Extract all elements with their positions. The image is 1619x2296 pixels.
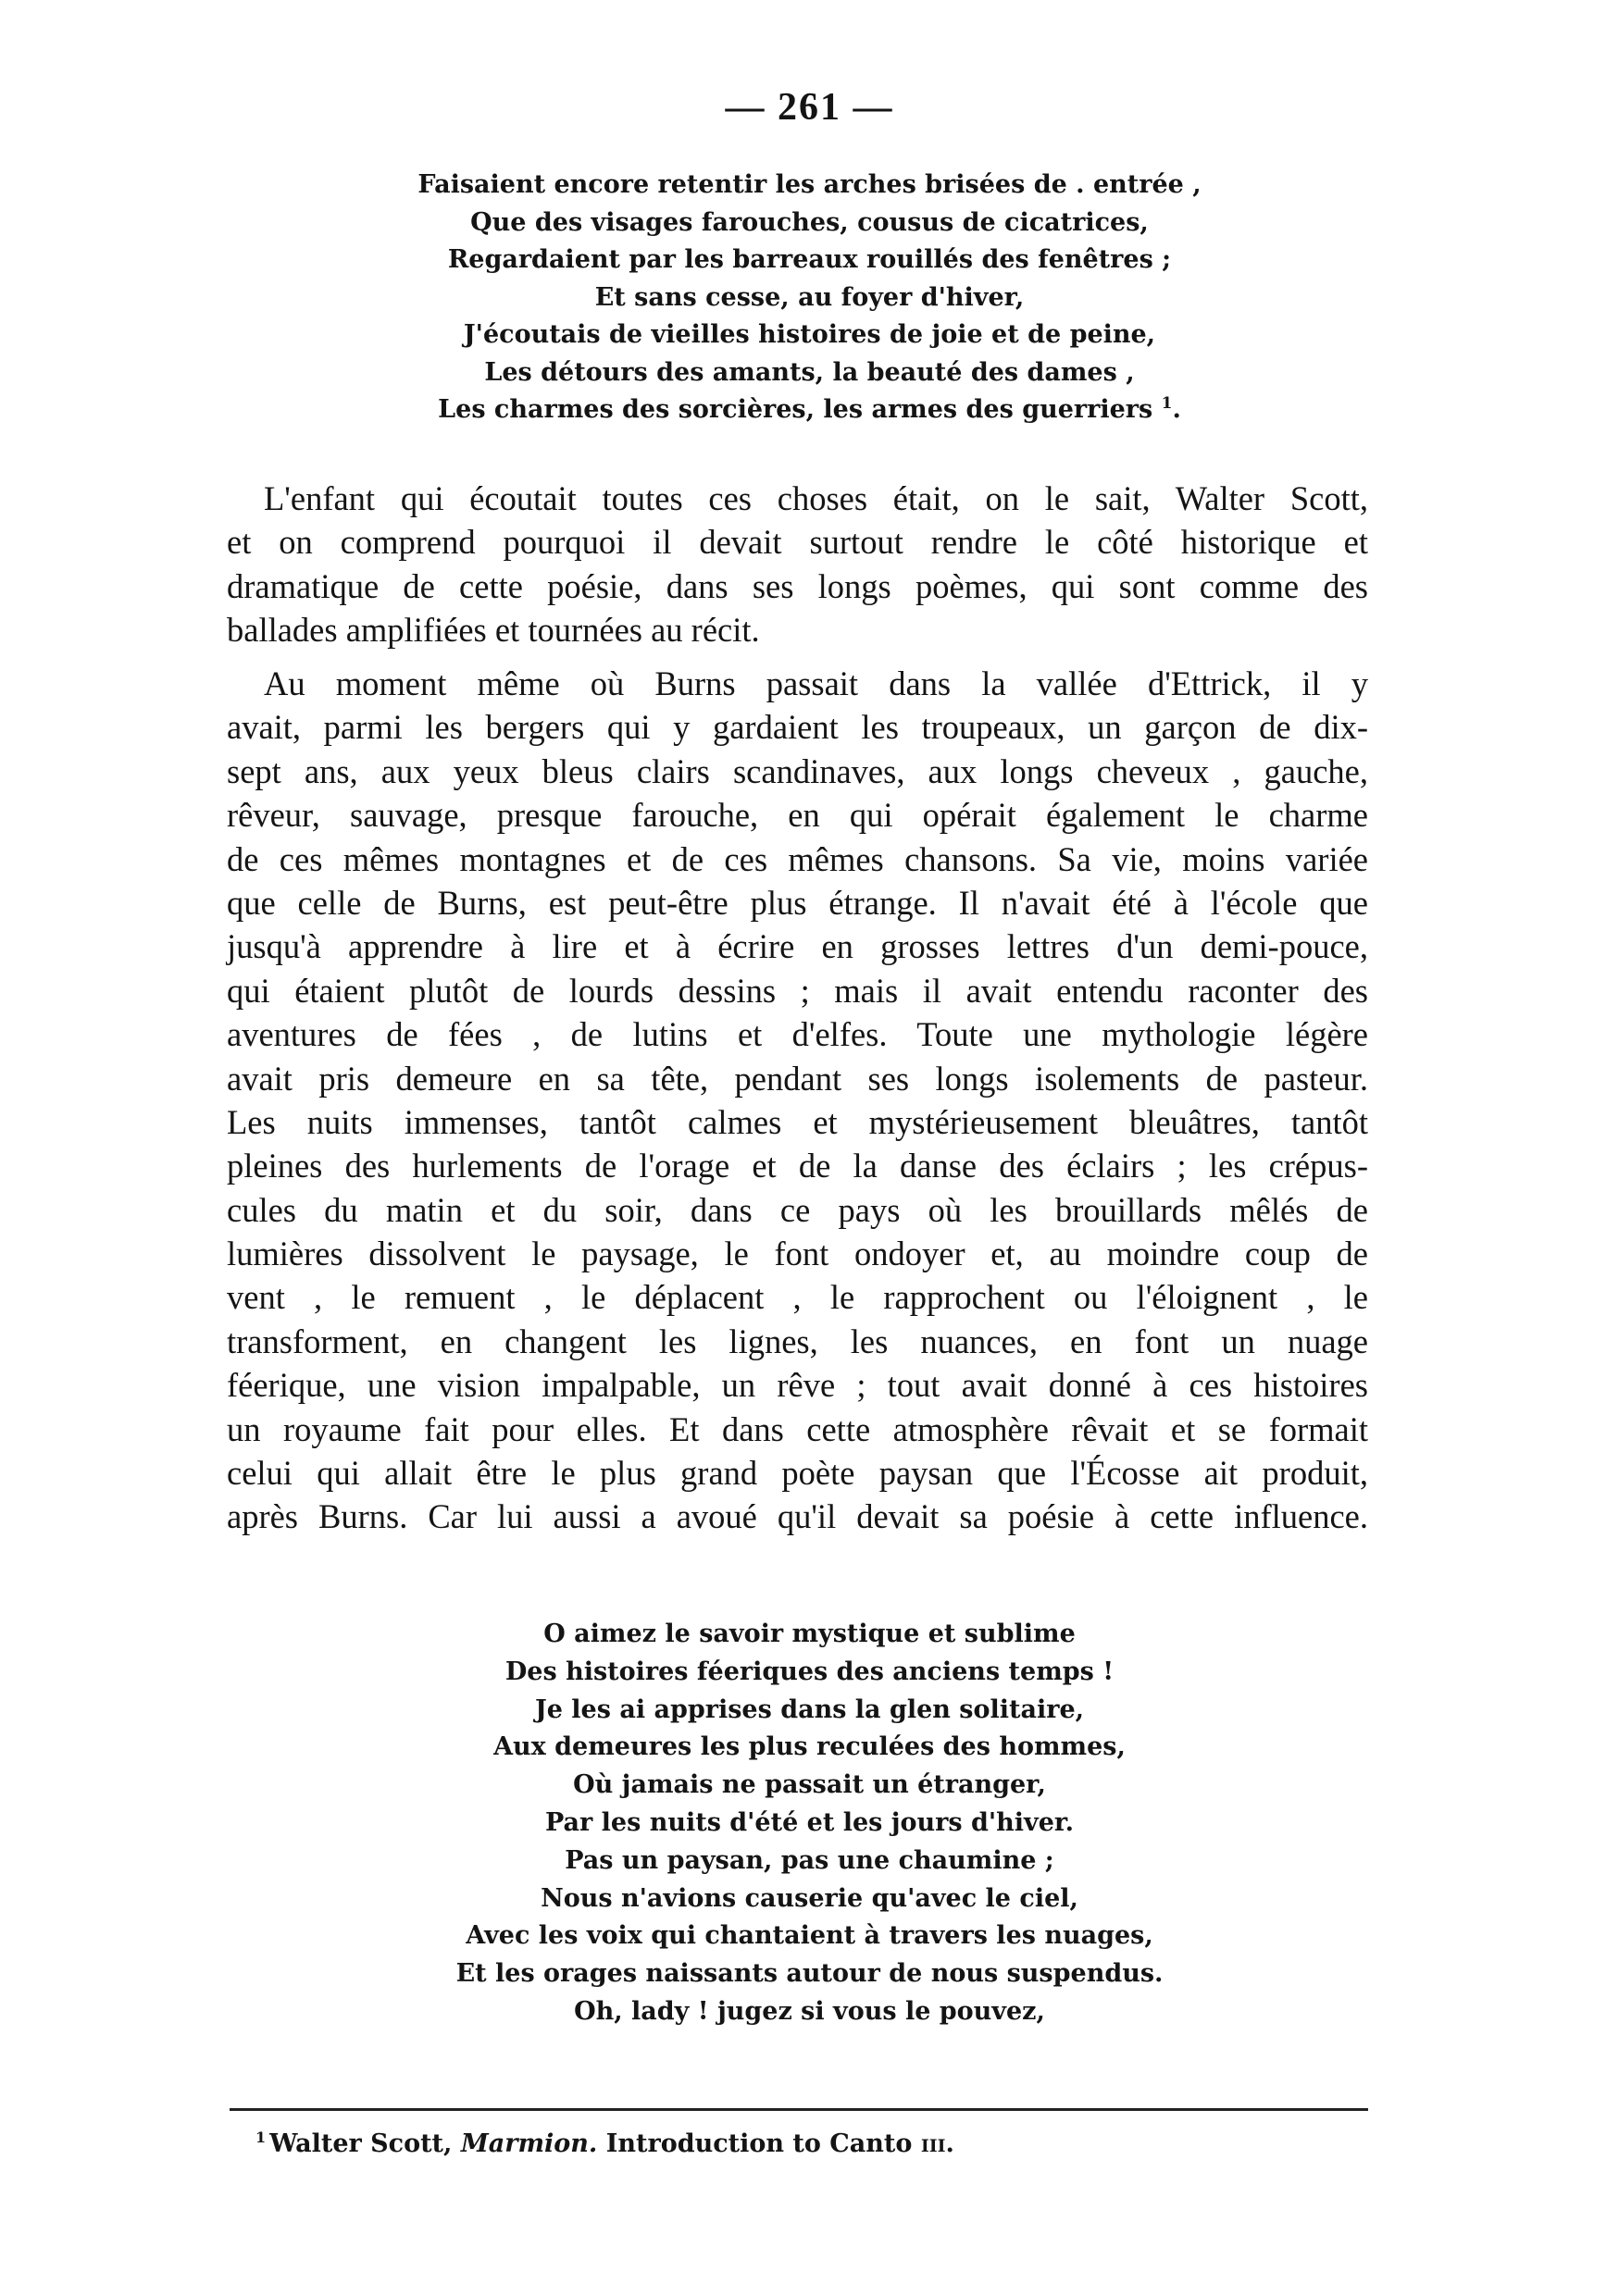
verse-line: J'écoutais de vieilles histoires de joie et de peine, — [463, 320, 1156, 349]
text-line: sept ans, aux yeux bleus clairs scandinaves, aux longs cheveux , gauche, — [227, 751, 1368, 790]
footnote-reference[interactable]: 1 — [1161, 394, 1173, 413]
footnote-text: Introduction to Canto — [605, 2129, 913, 2158]
verse-line: Faisaient encore retentir les arches brisées de . entrée , — [417, 170, 1202, 199]
verse-line: Regardaient par les barreaux rouillés des fenêtres ; — [447, 245, 1172, 274]
text-line: pleines des hurlements de l'orage et de la danse des éclairs ; les crépus- — [227, 1147, 1368, 1185]
text-line: aventures de fées , de lutins et d'elfes. Toute une mythologie légère — [227, 1015, 1368, 1054]
text-line: que celle de Burns, est peut-être plus étrange. Il n'avait été à l'école que — [227, 883, 1368, 922]
page-number: — 261 — — [725, 86, 894, 129]
verse-line-last — [0, 391, 1619, 429]
top-verse — [0, 167, 1619, 429]
text-line: après Burns. Car lui aussi a avoué qu'il devait sa poésie à cette influence. — [227, 1497, 1368, 1536]
text-line: transforment, en changent les lignes, les nuances, en font un nuage — [227, 1322, 1368, 1360]
text-line: L'enfant qui écoutait toutes ces choses était, on le sait, Walter Scott, — [264, 479, 1368, 517]
text-line: dramatique de cette poésie, dans ses longs poèmes, qui sont comme des — [227, 566, 1368, 605]
footnote-mark: 1 — [255, 2128, 267, 2146]
text-line: et on comprend pourquoi il devait surtout rendre le côté historique et — [227, 523, 1368, 562]
text-line: Les nuits immenses, tantôt calmes et mystérieusement bleuâtres, tantôt — [227, 1102, 1368, 1141]
text-line: de ces mêmes montagnes et de ces mêmes chansons. Sa vie, moins variée — [227, 839, 1368, 878]
verse-line: O aimez le savoir mystique et sublime — [543, 1620, 1076, 1648]
text-line: avait, parmi les bergers qui y gardaient les troupeaux, un garçon de dix- — [227, 708, 1368, 747]
footnote-author: Walter Scott, — [269, 2129, 453, 2158]
verse-line-end: . — [1172, 395, 1181, 424]
verse-line: Les détours des amants, la beauté des dames , — [484, 357, 1135, 387]
paragraph-2 — [227, 662, 1368, 1539]
verse-line: Pas un paysan, pas une chaumine ; — [565, 1845, 1054, 1875]
verse-line-text: Les charmes des sorcières, les armes des guerriers — [438, 395, 1153, 424]
text-line: vent , le remuent , le déplacent , le rapprochent ou l'éloignent , le — [227, 1278, 1368, 1317]
text-line: lumières dissolvent le paysage, le font ondoyer et, au moindre coup de — [227, 1235, 1368, 1273]
verse-line: Et sans cesse, au foyer d'hiver, — [594, 282, 1025, 312]
bottom-verse — [0, 1616, 1619, 2031]
footnote-work: Marmion. — [460, 2129, 598, 2158]
text-line: jusqu'à apprendre à lire et à écrire en grosses lettres d'un demi-pouce, — [227, 927, 1368, 966]
text-line: Au moment même où Burns passait dans la vallée d'Ettrick, il y — [264, 664, 1368, 702]
paragraph-1 — [227, 477, 1368, 652]
text-line: un royaume fait pour elles. Et dans cette atmosphère rêvait et se formait — [227, 1409, 1368, 1448]
text-line: avait pris demeure en sa tête, pendant ses longs isolements de pasteur. — [227, 1059, 1368, 1098]
text-line: rêveur, sauvage, presque farouche, en qui opérait également le charme — [227, 796, 1368, 835]
verse-line: Des histoires féeriques des anciens temps ! — [504, 1657, 1115, 1686]
verse-line: Où jamais ne passait un étranger, — [573, 1770, 1046, 1800]
footnote-divider — [230, 2108, 1368, 2111]
verse-line: Par les nuits d'été et les jours d'hiver. — [544, 1807, 1075, 1837]
verse-line: Et les orages naissants autour de nous suspendus. — [455, 1959, 1164, 1989]
verse-line: Aux demeures les plus reculées des hommes, — [493, 1732, 1126, 1762]
text-line: féerique, une vision impalpable, un rêve ; tout avait donné à ces histoires — [227, 1366, 1368, 1405]
verse-line: Oh, lady ! jugez si vous le pouvez, — [574, 1996, 1045, 2026]
verse-line: Je les ai apprises dans la glen solitaire, — [534, 1694, 1085, 1724]
text-line: celui qui allait être le plus grand poète paysan que l'Écosse ait produit, — [227, 1454, 1368, 1493]
verse-line: Avec les voix qui chantaient à travers les nuages, — [466, 1921, 1153, 1951]
verse-line: Nous n'avions causerie qu'avec le ciel, — [541, 1883, 1078, 1913]
text-line: cules du matin et du soir, dans ce pays où les brouillards mêlés de — [227, 1190, 1368, 1229]
text-line: ballades amplifiées et tournées au récit. — [227, 611, 760, 650]
verse-line: Que des visages farouches, cousus de cicatrices, — [470, 207, 1149, 237]
footnote — [255, 2128, 954, 2158]
footnote-canto: iii. — [920, 2129, 954, 2158]
text-line: qui étaient plutôt de lourds dessins ; mais il avait entendu raconter des — [227, 971, 1368, 1010]
